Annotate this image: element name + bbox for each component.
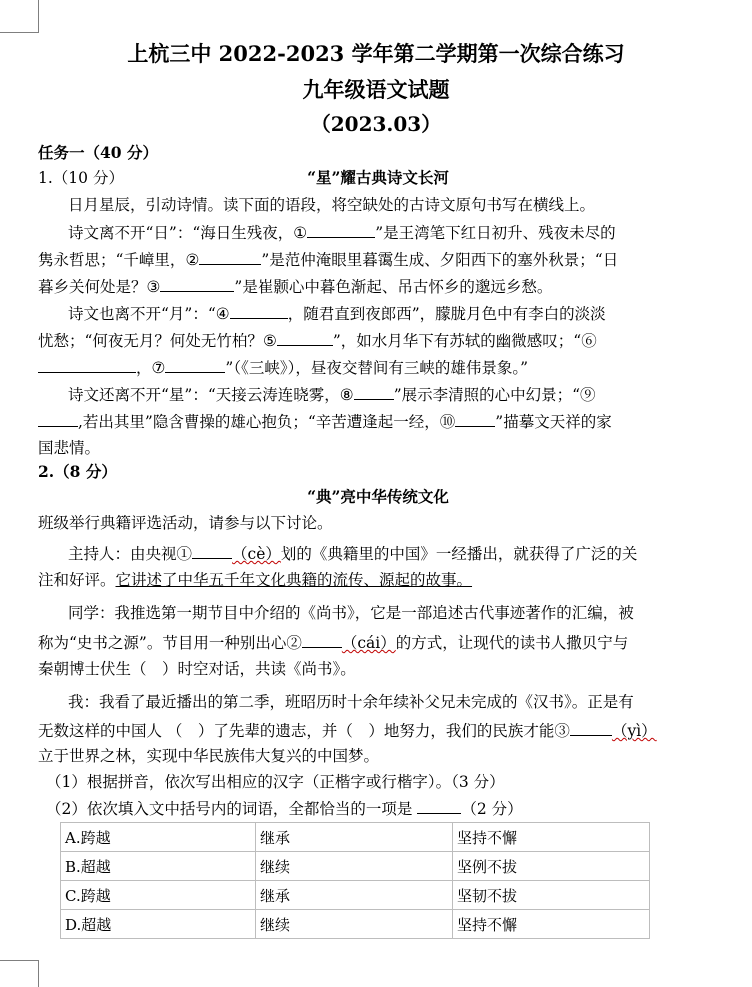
answer-blank[interactable] xyxy=(38,356,136,373)
paragraph-line: 注和好评。它讲述了中华五千年文化典籍的流传、源起的故事。 xyxy=(38,571,473,589)
paragraph-line: 隽永哲思；“千嶂里，② ”是范仲淹眼里暮霭生成、夕阳西下的塞外秋景；“日 xyxy=(38,248,718,271)
paragraph-line: 无数这样的中国人 （ ）了先辈的遗志，并（ ）地努力，我们的民族才能③ （yì） xyxy=(38,719,718,742)
exam-subject: 九年级语文试题 xyxy=(302,77,450,102)
question-2-intro: 班级举行典籍评选活动，请参与以下讨论。 xyxy=(38,514,333,532)
table-row[interactable] xyxy=(61,852,650,881)
answer-blank[interactable] xyxy=(417,797,461,814)
exam-date: （2023.03） xyxy=(310,112,442,136)
sub-question-2: （2）依次填入文中括号内的词语，全都恰当的一项是 （2 分） xyxy=(46,797,726,820)
option-cell: 坚韧不拔 xyxy=(453,881,650,910)
exam-title: 上杭三中 2022-2023 学年第二学期第一次综合练习 xyxy=(127,41,625,66)
paragraph-line: 暮乡关何处是？③ ”是崔颢心中暮色渐起、吊古怀乡的邈远乡愁。 xyxy=(38,275,718,298)
option-cell: D.超越 xyxy=(61,910,256,939)
table-row[interactable] xyxy=(61,910,650,939)
paragraph-line: ，⑦ ”（《三峡》），昼夜交替间有三峡的雄伟景象。” xyxy=(38,356,718,379)
question-number: 1.（10 分） xyxy=(38,169,124,187)
table-row[interactable] xyxy=(61,823,650,852)
paragraph-line: 诗文也离不开“月”：“④ ，随君直到夜郎西”，朦胧月色中有李白的淡淡 xyxy=(38,302,718,325)
paragraph-line: 主持人：由央视① （cè）划的《典籍里的中国》一经播出，就获得了广泛的关 xyxy=(38,542,718,565)
question-1-intro: 日月星辰，引动诗情。读下面的语段，将空缺处的古诗文原句书写在横线上。 xyxy=(68,196,596,214)
answer-blank[interactable] xyxy=(302,631,342,648)
paragraph-line: 立于世界之林，实现中华民族伟大复兴的中国梦。 xyxy=(38,747,380,765)
option-cell: B.超越 xyxy=(61,852,256,881)
paragraph-line: 诗文离不开“日”：“海日生残夜，① ”是王湾笔下红日初升、残夜未尽的 xyxy=(38,221,718,244)
answer-blank[interactable] xyxy=(277,329,333,346)
paragraph-line: 国悲情。 xyxy=(38,439,101,457)
option-cell: 继承 xyxy=(256,881,453,910)
paragraph-line: 我：我看了最近播出的第二季，班昭历时十余年续补父兄未完成的《汉书》。正是有 xyxy=(68,693,634,711)
option-cell: 坚持不懈 xyxy=(453,910,650,939)
answer-blank[interactable] xyxy=(230,302,288,319)
page-corner-mark xyxy=(0,960,39,987)
option-cell: 坚持不懈 xyxy=(453,823,650,852)
answer-blank[interactable] xyxy=(165,356,225,373)
answer-blank[interactable] xyxy=(38,410,78,427)
option-cell: 坚例不拔 xyxy=(453,852,650,881)
paragraph-line: 秦朝博士伏生（ ）时空对话，共读《尚书》。 xyxy=(38,660,356,678)
paragraph-line: 称为“史书之源”。节目用一种别出心② （cái）的方式，让现代的读书人撒贝宁与 xyxy=(38,631,718,654)
answer-blank[interactable] xyxy=(570,719,612,736)
option-cell: 继承 xyxy=(256,823,453,852)
option-cell: C.跨越 xyxy=(61,881,256,910)
answer-blank[interactable] xyxy=(160,275,234,292)
option-cell: A.跨越 xyxy=(61,823,256,852)
paragraph-line: 同学：我推选第一期节目中介绍的《尚书》，它是一部追述古代事迹著作的汇编，被 xyxy=(68,604,634,622)
answer-blank[interactable] xyxy=(307,221,375,238)
answer-blank[interactable] xyxy=(354,383,394,400)
table-row[interactable] xyxy=(61,881,650,910)
sub-question-1: （1）根据拼音，依次写出相应的汉字（正楷字或行楷字）。（3 分） xyxy=(46,773,505,791)
question-number: 2.（8 分） xyxy=(38,462,117,481)
answer-blank[interactable] xyxy=(192,542,232,559)
option-cell: 继续 xyxy=(256,852,453,881)
paragraph-line: 诗文还离不开“星”：“天接云涛连晓雾，⑧ ”展示李清照的心中幻景；“⑨ xyxy=(38,383,718,406)
underlined-sentence: 它讲述了中华五千年文化典籍的流传、源起的故事。 xyxy=(115,571,473,589)
page-corner-mark xyxy=(0,0,39,33)
answer-blank[interactable] xyxy=(455,410,495,427)
question-1-subtitle: “星”耀古典诗文长河 xyxy=(307,168,449,187)
option-cell: 继续 xyxy=(256,910,453,939)
answer-blank[interactable] xyxy=(199,248,261,265)
task-heading: 任务一（40 分） xyxy=(38,143,158,162)
paragraph-line: 忧愁；“何夜无月？何处无竹柏？⑤ ”，如水月华下有苏轼的幽微感叹；“⑥ xyxy=(38,329,718,352)
options-table xyxy=(60,822,650,939)
question-2-subtitle: “典”亮中华传统文化 xyxy=(307,487,449,506)
paragraph-line: ,若出其里”隐含曹操的雄心抱负；“辛苦遭逢起一经，⑩ ”描摹文天祥的家 xyxy=(38,410,718,433)
